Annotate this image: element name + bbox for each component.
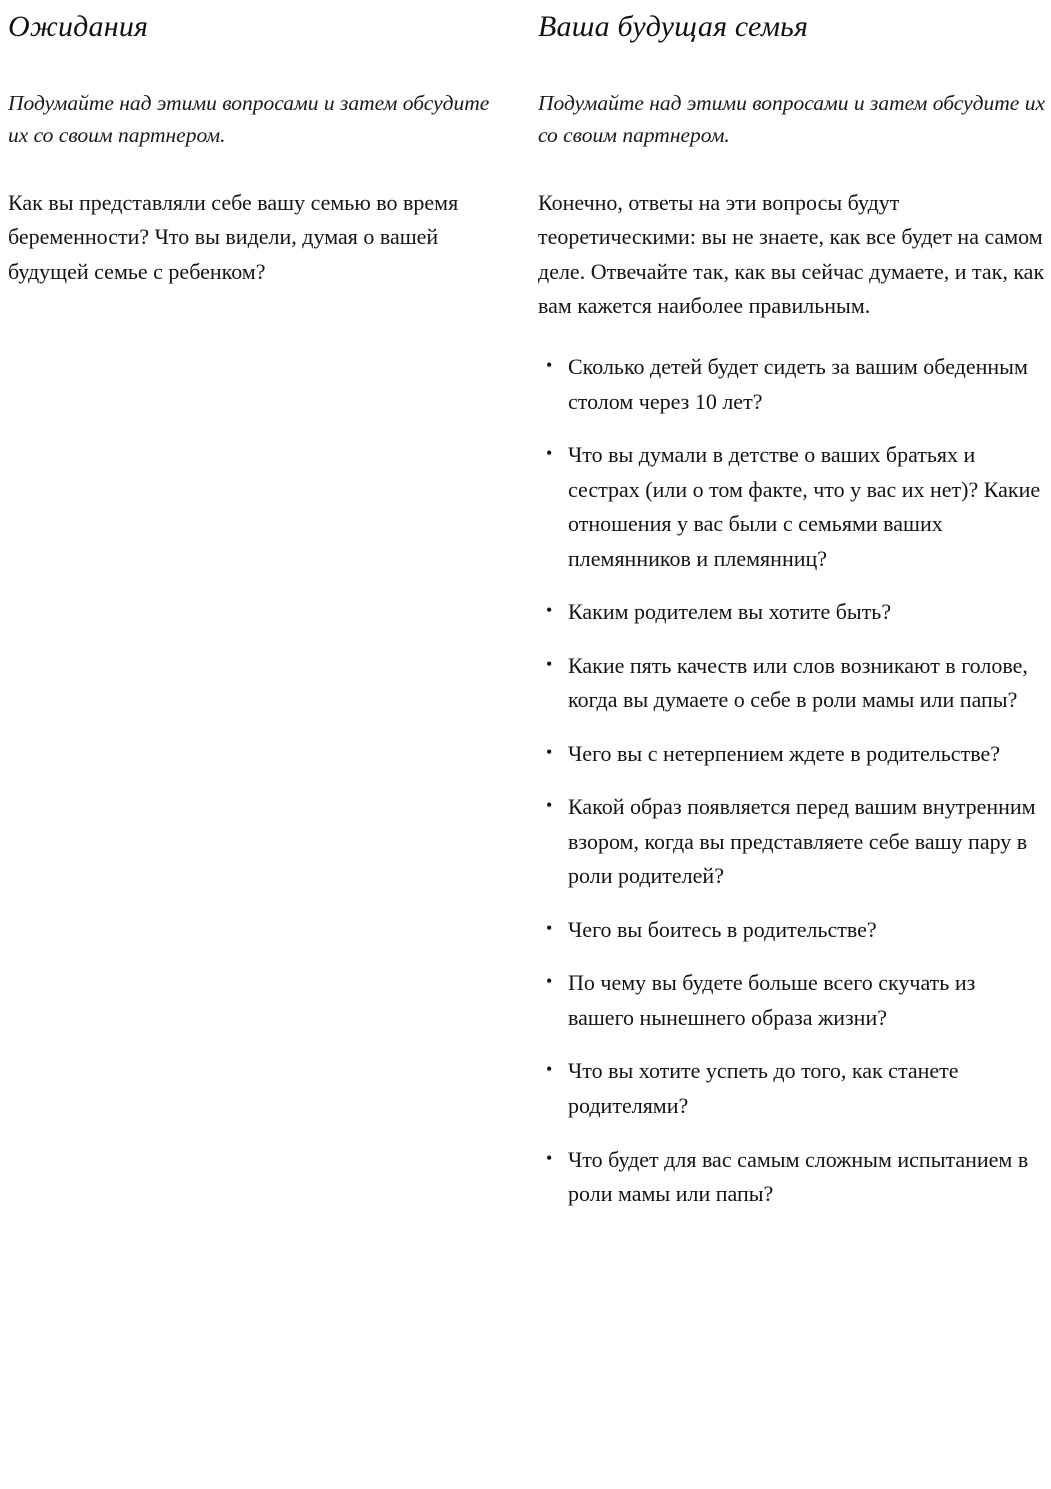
list-item-text: Каким родителем вы хотите быть? — [568, 599, 892, 625]
list-item — [538, 913, 1045, 948]
list-item — [538, 1143, 1045, 1212]
bullet-icon: • — [546, 917, 553, 938]
list-item — [538, 966, 1045, 1035]
list-item — [538, 1054, 1045, 1123]
bullet-icon: • — [546, 443, 553, 464]
list-item-text: Чего вы боитесь в родительстве? — [568, 916, 877, 942]
bullet-icon: • — [546, 1147, 553, 1168]
list-item-text: По чему вы будете больше всего скучать из вашего нынешнего образа жизни? — [568, 970, 976, 1030]
right-column-instruction: Подумайте над этими вопросами и затем обсудите их со своим партнером. — [538, 90, 1046, 148]
bullet-icon: • — [546, 795, 553, 816]
list-item — [538, 649, 1045, 718]
list-item-text: Сколько детей будет сидеть за вашим обеденным столом через 10 лет? — [568, 353, 1028, 414]
question-list — [538, 350, 1045, 1212]
left-column-instruction: Подумайте над этими вопросами и затем обсудите их со своим партнером. — [8, 90, 490, 148]
bullet-icon: • — [546, 1059, 553, 1080]
bullet-icon: • — [546, 971, 553, 992]
list-item-text: Какой образ появляется перед вашим внутренним взором, когда вы представляете себе вашу пару в роли родителей? — [568, 794, 1036, 889]
list-item-text: Что вы хотите успеть до того, как станете родителями? — [568, 1058, 959, 1118]
list-item — [538, 438, 1045, 576]
left-column — [0, 0, 538, 315]
bullet-icon: • — [546, 354, 553, 375]
list-item-text: Что будет для вас самым сложным испытанием в роли мамы или папы? — [568, 1146, 1029, 1207]
list-item — [538, 595, 1045, 630]
right-column-title: Ваша будущая семья — [538, 10, 809, 43]
bullet-icon: • — [546, 600, 553, 621]
right-column-paragraph: Конечно, ответы на эти вопросы будут теоретическими: вы не знаете, как все будет на самом деле. Отвечайте так, как вы сейчас думаете, и так, как вам кажется наиболее правильным. — [538, 189, 1045, 319]
list-item-text: Чего вы с нетерпением ждете в родительстве? — [568, 740, 1000, 766]
bullet-icon: • — [546, 653, 553, 674]
list-item — [538, 737, 1045, 772]
bullet-icon: • — [546, 741, 553, 762]
list-item — [538, 790, 1045, 894]
list-item — [538, 350, 1045, 419]
right-column — [538, 0, 1051, 1231]
left-column-paragraph: Как вы представляли себе вашу семью во время беременности? Что вы видели, думая о вашей будущей семье с ребенком? — [8, 189, 459, 284]
list-item-text: Что вы думали в детстве о ваших братьях и сестрах (или о том факте, что у вас их нет)? Какие отношения у вас были с семьями ваших племянников и племянниц? — [568, 442, 1041, 571]
left-column-title: Ожидания — [8, 10, 149, 43]
list-item-text: Какие пять качеств или слов возникают в голове, когда вы думаете о себе в роли мамы или папы? — [568, 652, 1028, 713]
